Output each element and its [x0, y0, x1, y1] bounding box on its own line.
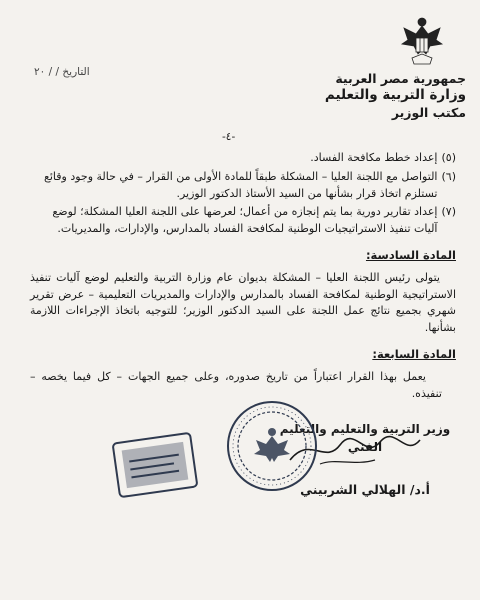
letterhead	[286, 70, 466, 121]
date-field: التاريخ / / ٢٠	[34, 66, 90, 78]
list-item	[30, 169, 456, 203]
document-body	[30, 150, 456, 402]
article-six-text: يتولى رئيس اللجنة العليا – المشكلة بديوان عام وزارة التربية والتعليم لوضع آليات تنفيذ الاستراتيجية الوطنية لمكافحة الفساد بالمدارس والإدارات والمديريات التعليمية – عرض تقرير شهري بجميع نتائج عمل اللجنة على السيد الدكتور الوزير؛ للتوجيه باتخاذ الإجراءات اللازمة بشأنها.	[30, 270, 456, 335]
ministry-name: وزارة التربية والتعليم	[324, 87, 466, 103]
date-stamp-icon	[110, 430, 200, 500]
item-number: (٦)	[441, 169, 456, 183]
list-item	[30, 204, 456, 238]
eagle-emblem-icon	[400, 14, 444, 70]
item-number: (٧)	[441, 205, 456, 219]
item-number: (٥)	[441, 151, 456, 164]
page-number: -٤-	[222, 131, 236, 143]
office-name: مكتب الوزير	[391, 105, 466, 120]
article-six-heading: المادة السادسة:	[365, 247, 456, 262]
country-name: جمهورية مصر العربية	[335, 71, 466, 86]
signer-name: أ.د/ الهلالي الشربيني	[300, 482, 430, 497]
official-seal-icon	[224, 398, 320, 494]
item-text: التواصل مع اللجنة العليا – المشكلة طبقاً للمادة الأولى من القرار – في حالة وجود وقائع تستلزم اتخاذ قرار بشأنها من السيد الأستاذ الدكتور الوزير.	[44, 169, 438, 200]
article-seven-text: يعمل بهذا القرار اعتباراً من تاريخ صدوره، وعلى جميع الجهات – كل فيما يخصه – تنفيذه.	[30, 369, 442, 400]
item-text: إعداد تقارير دورية بما يتم إنجازه من أعمال؛ لعرضها على اللجنة العليا المشكلة؛ لوضع آليات تنفيذ الاستراتيجيات الوطنية لمكافحة الفساد بالمدارس، والإدارات، والمديريات.	[52, 205, 438, 236]
signer-title: وزير التربية والتعليم والتعليم الفني	[279, 422, 451, 454]
article-seven-heading: المادة السابعة:	[372, 346, 456, 361]
list-item	[30, 150, 456, 167]
item-text: إعداد خطط مكافحة الفساد.	[310, 151, 438, 164]
